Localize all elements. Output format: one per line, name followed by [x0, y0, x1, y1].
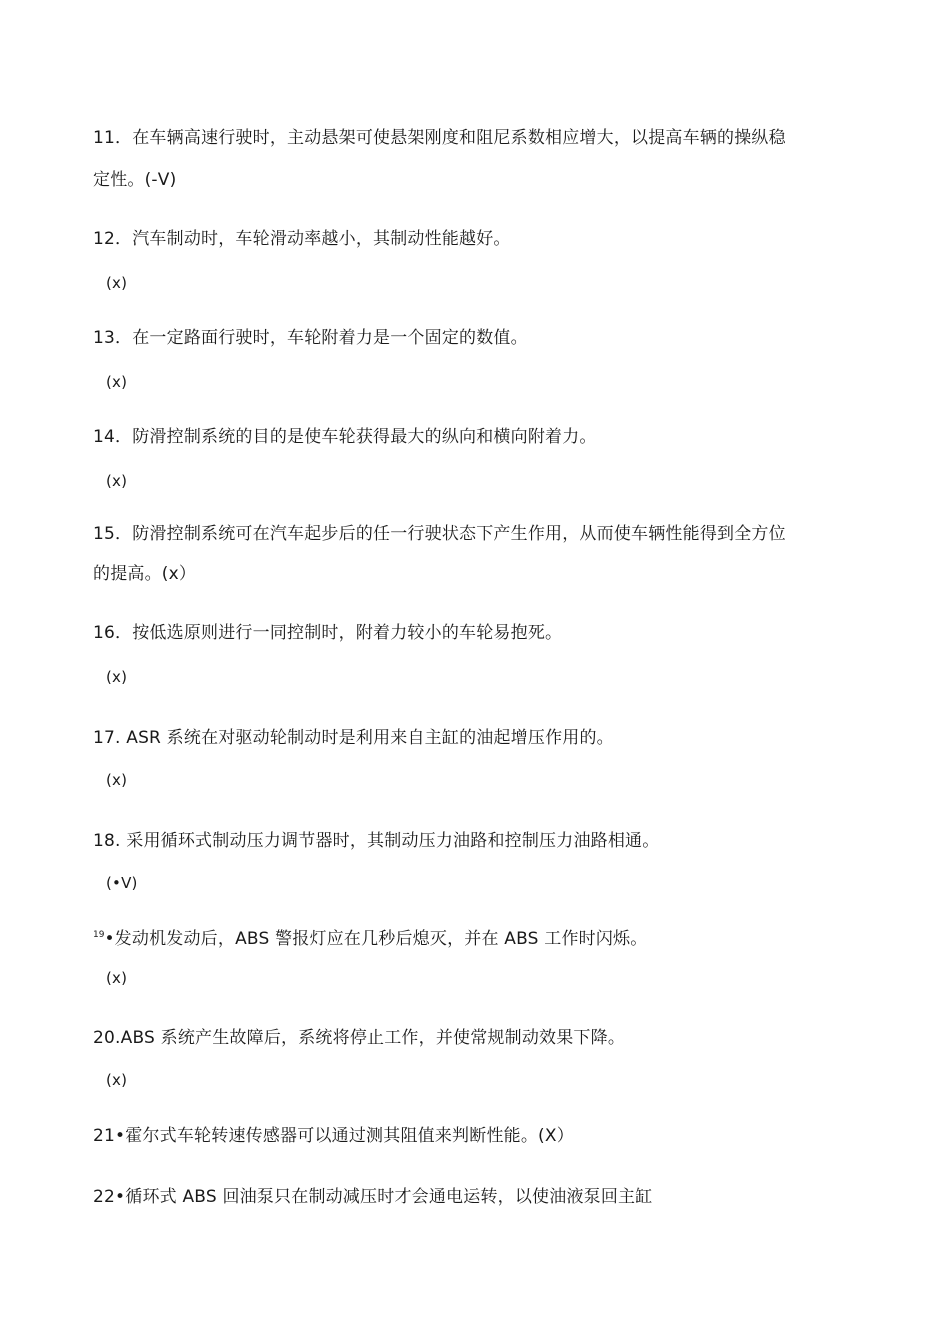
item-19-text [93, 924, 647, 950]
item-13-answer: (x) [106, 373, 128, 391]
item-16-answer: (x) [106, 668, 128, 686]
item-11-text: 11．在车辆高速行驶时，主动悬架可使悬架刚度和阻尼系数相应增大，以提高车辆的操纵稳 [93, 128, 786, 148]
item-17-answer: (x) [106, 771, 128, 789]
item-15-text: 15．防滑控制系统可在汽车起步后的任一行驶状态下产生作用，从而使车辆性能得到全方位 [93, 524, 786, 544]
item-12-answer: (x) [106, 274, 128, 292]
item-19-body: •发动机发动后，ABS 警报灯应在几秒后熄灭，并在 ABS 工作时闪烁。 [104, 929, 648, 949]
item-17-text: 17. ASR 系统在对驱动轮制动时是利用来自主缸的油起增压作用的。 [93, 728, 614, 748]
item-15-text-continued: 的提高。(x） [93, 564, 197, 584]
item-20-answer: (x) [106, 1071, 128, 1089]
item-22-text: 22•循环式 ABS 回油泵只在制动减压时才会通电运转，以使油液泵回主缸 [93, 1187, 653, 1207]
item-19-number: 19 [93, 930, 105, 940]
item-18-answer: (•V) [106, 874, 138, 892]
item-21-text: 21•霍尔式车轮转速传感器可以通过测其阻值来判断性能。(X） [93, 1126, 574, 1146]
item-14-answer: (x) [106, 472, 128, 490]
item-20-text: 20.ABS 系统产生故障后，系统将停止工作，并使常规制动效果下降。 [93, 1028, 626, 1048]
item-18-text: 18. 采用循环式制动压力调节器时，其制动压力油路和控制压力油路相通。 [93, 831, 660, 851]
item-16-text: 16．按低选原则进行一同控制时，附着力较小的车轮易抱死。 [93, 623, 563, 643]
item-14-text: 14．防滑控制系统的目的是使车轮获得最大的纵向和横向附着力。 [93, 427, 597, 447]
item-11-text-continued: 定性。(-V) [93, 170, 177, 190]
item-12-text: 12．汽车制动时，车轮滑动率越小，其制动性能越好。 [93, 229, 511, 249]
item-13-text: 13．在一定路面行驶时，车轮附着力是一个固定的数值。 [93, 328, 528, 348]
item-19-answer: (x) [106, 969, 128, 987]
